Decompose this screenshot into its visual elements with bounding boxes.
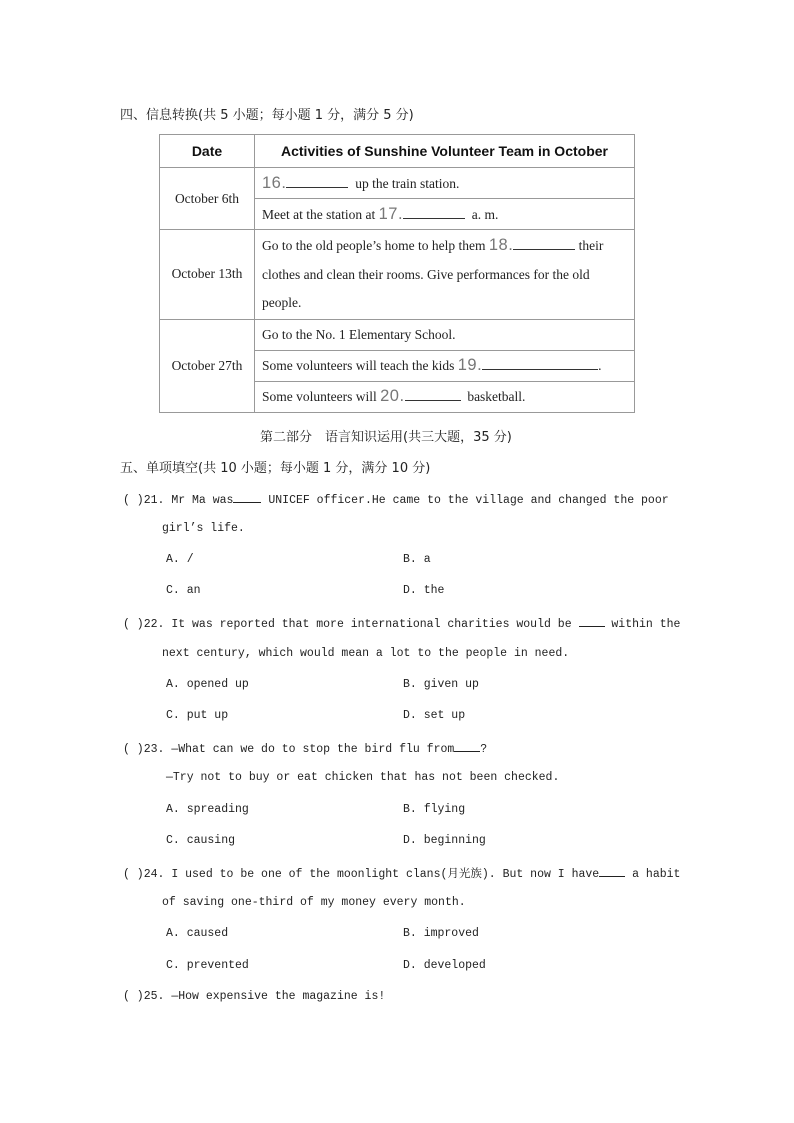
activity-cell xyxy=(255,381,635,412)
activity-text: up the train station. xyxy=(355,175,460,191)
question-text: a habit xyxy=(632,868,681,881)
question-text-continued: girl’s life. xyxy=(162,522,245,535)
option-a[interactable]: A. spreading xyxy=(166,803,249,816)
answer-blank[interactable] xyxy=(599,865,625,877)
activity-text: basketball. xyxy=(467,389,526,404)
activity-text: Some volunteers will teach the kids xyxy=(262,358,455,373)
question-text: ? xyxy=(480,743,488,756)
option-c[interactable]: C. an xyxy=(166,584,201,597)
section-5-title: 五、单项填空(共 10 小题；每小题 1 分，满分 10 分) xyxy=(120,461,431,476)
blank-number: 19. xyxy=(457,356,483,374)
activity-text: Go to the No. 1 Elementary School. xyxy=(262,326,456,342)
answer-blank[interactable] xyxy=(403,205,465,219)
option-d[interactable]: D. beginning xyxy=(403,834,486,847)
option-d[interactable]: D. developed xyxy=(403,959,486,972)
answer-blank[interactable] xyxy=(286,174,348,188)
question-number: ( )21. xyxy=(123,494,165,507)
answer-blank[interactable] xyxy=(482,356,598,370)
question-text: It was reported that more international charities would be xyxy=(171,618,572,631)
option-b[interactable]: B. given up xyxy=(403,678,479,691)
activity-cell xyxy=(255,319,635,350)
date-cell: October 27th xyxy=(160,319,255,412)
question-22 xyxy=(123,615,680,631)
question-23 xyxy=(123,740,487,756)
answer-blank[interactable] xyxy=(454,740,480,752)
activity-cell xyxy=(255,350,635,381)
activities-table xyxy=(159,134,635,413)
part-2-title: 第二部分 语言知识运用(共三大题，35 分) xyxy=(260,430,512,445)
activity-text: Meet at the station at xyxy=(262,206,376,222)
activity-text: Some volunteers will xyxy=(262,389,377,404)
activity-cell xyxy=(255,168,635,199)
option-c[interactable]: C. causing xyxy=(166,834,236,847)
question-number: ( )23. xyxy=(123,743,165,756)
option-a[interactable]: A. caused xyxy=(166,927,229,940)
question-25 xyxy=(123,990,385,1003)
section-4-title: 四、信息转换(共 5 小题；每小题 1 分，满分 5 分) xyxy=(120,108,414,123)
header-activities: Activities of Sunshine Volunteer Team in October xyxy=(255,135,635,168)
question-text: I used to be one of the moonlight clans(月光族). But now I have xyxy=(171,868,600,881)
option-a[interactable]: A. opened up xyxy=(166,678,249,691)
activity-text: a. m. xyxy=(471,206,499,222)
activity-cell xyxy=(255,199,635,230)
question-24 xyxy=(123,865,680,881)
option-b[interactable]: B. improved xyxy=(403,927,479,940)
activity-text: . xyxy=(598,358,602,373)
option-d[interactable]: D. the xyxy=(403,584,445,597)
answer-blank[interactable] xyxy=(233,491,261,503)
activity-text: their clothes and clean their rooms. Give performances for the old people. xyxy=(262,238,604,310)
option-c[interactable]: C. prevented xyxy=(166,959,249,972)
question-text: Mr Ma was xyxy=(171,494,234,507)
answer-blank[interactable] xyxy=(513,236,575,250)
activity-cell xyxy=(255,230,635,320)
question-number: ( )25. xyxy=(123,990,165,1003)
option-b[interactable]: B. a xyxy=(403,553,431,566)
blank-number: 16. xyxy=(262,173,287,192)
question-text: —How expensive the magazine is! xyxy=(171,990,386,1003)
answer-blank[interactable] xyxy=(579,615,605,627)
option-b[interactable]: B. flying xyxy=(403,803,466,816)
question-text: UNICEF officer.He came to the village and changed the poor xyxy=(268,494,669,507)
question-21 xyxy=(123,491,669,507)
question-number: ( )24. xyxy=(123,868,165,881)
blank-number: 20. xyxy=(380,387,405,405)
question-text-continued: of saving one-third of my money every month. xyxy=(162,896,466,909)
question-text-continued: —Try not to buy or eat chicken that has not been checked. xyxy=(166,771,560,784)
option-c[interactable]: C. put up xyxy=(166,709,229,722)
date-cell: October 13th xyxy=(160,230,255,320)
question-text: within the xyxy=(611,618,681,631)
blank-number: 18. xyxy=(488,236,514,254)
option-d[interactable]: D. set up xyxy=(403,709,466,722)
question-number: ( )22. xyxy=(123,618,165,631)
activity-text: Go to the old people’s home to help them xyxy=(262,238,486,253)
blank-number: 17. xyxy=(378,204,404,223)
option-a[interactable]: A. / xyxy=(166,553,194,566)
answer-blank[interactable] xyxy=(405,387,461,401)
header-date: Date xyxy=(160,135,255,168)
question-text: —What can we do to stop the bird flu from xyxy=(171,743,455,756)
date-cell: October 6th xyxy=(160,168,255,230)
question-text-continued: next century, which would mean a lot to the people in need. xyxy=(162,647,570,660)
